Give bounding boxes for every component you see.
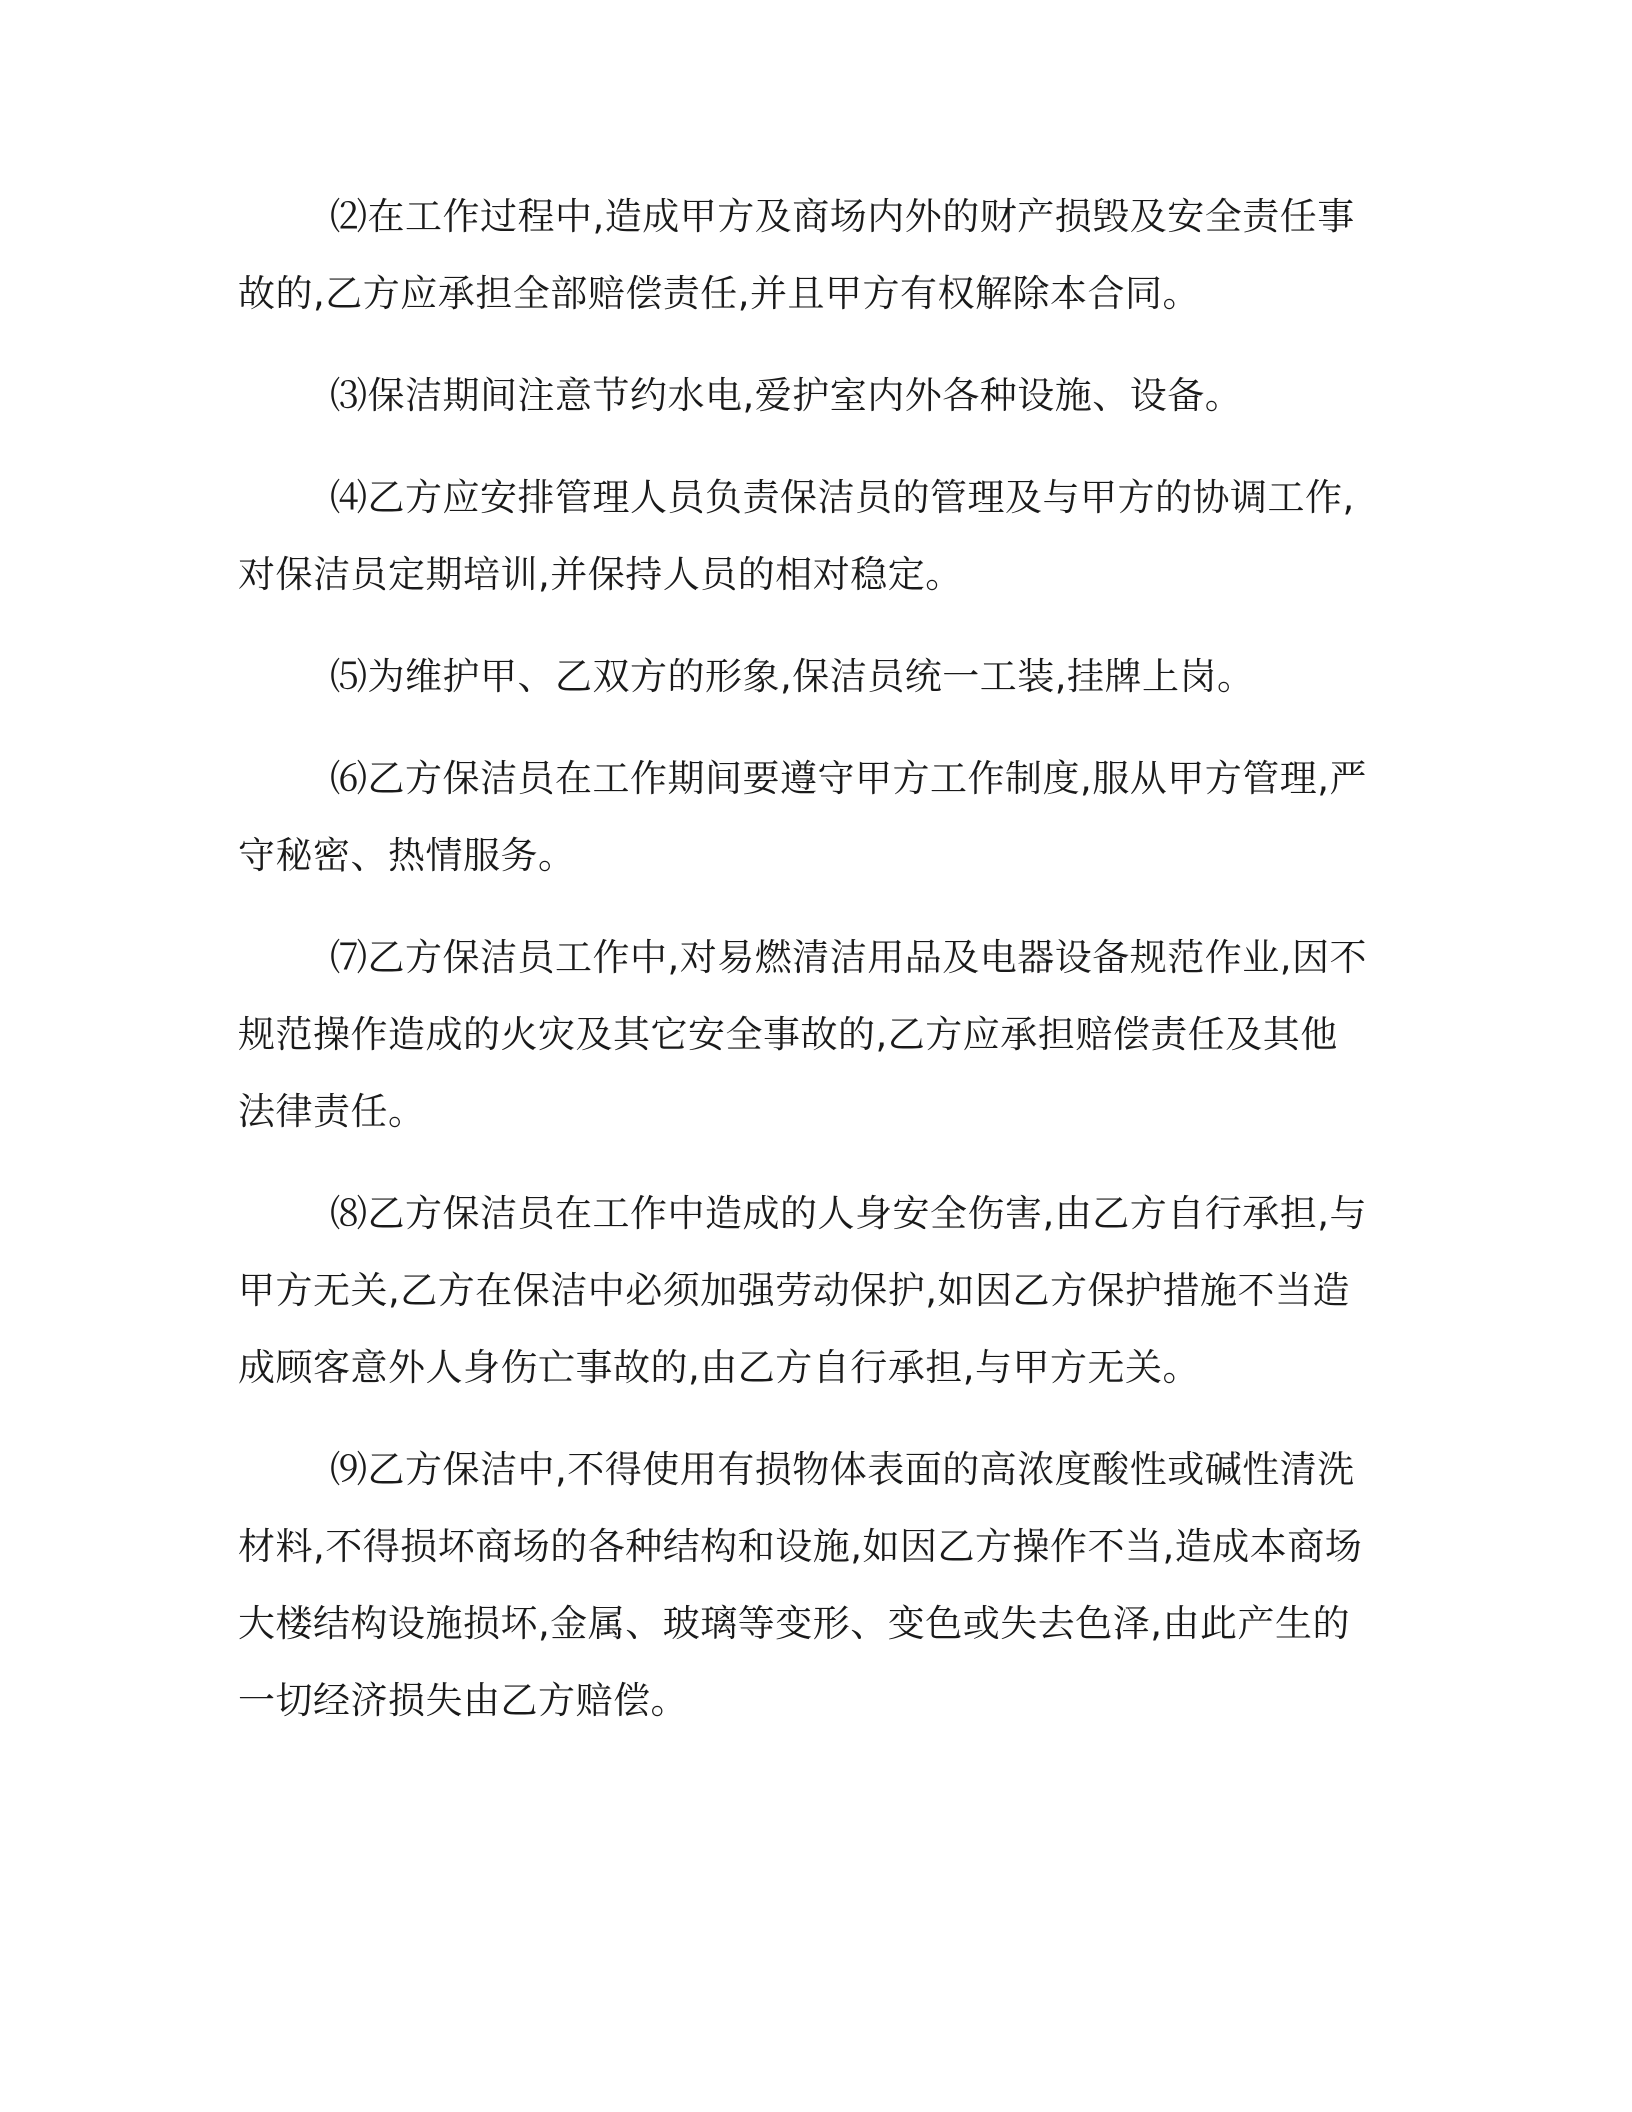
clause-5-paragraph: ⑸为维护甲、乙双方的形象,保洁员统一工装,挂牌上岗。 [330,655,1255,698]
clause-6-paragraph: ⑹乙方保洁员在工作期间要遵守甲方工作制度,服从甲方管理,严守秘密、热情服务。 [238,757,1368,877]
clause-4-paragraph: ⑷乙方应安排管理人员负责保洁员的管理及与甲方的协调工作,对保洁员定期培训,并保持人员的相对稳定。 [238,476,1355,596]
clause-7-paragraph: ⑺乙方保洁员工作中,对易燃清洁用品及电器设备规范作业,因不规范操作造成的火灾及其它安全事故的,乙方应承担赔偿责任及其他法律责任。 [238,936,1368,1133]
clause-8-paragraph: ⑻乙方保洁员在工作中造成的人身安全伤害,由乙方自行承担,与甲方无关,乙方在保洁中必须加强劳动保护,如因乙方保护措施不当造成顾客意外人身伤亡事故的,由乙方自行承担,与甲方无关。 [238,1192,1368,1389]
clause-2-paragraph: ⑵在工作过程中,造成甲方及商场内外的财产损毁及安全责任事故的,乙方应承担全部赔偿责任,并且甲方有权解除本合同。 [238,195,1355,315]
clause-3-paragraph: ⑶保洁期间注意节约水电,爱护室内外各种设施、设备。 [330,374,1243,417]
document-body [238,178,1370,1764]
clause-9-paragraph: ⑼乙方保洁中,不得使用有损物体表面的高浓度酸性或碱性清洗材料,不得损坏商场的各种结构和设施,如因乙方操作不当,造成本商场大楼结构设施损坏,金属、玻璃等变形、变色或失去色泽,由此产生的一切经济损失由乙方赔偿。 [238,1448,1363,1722]
